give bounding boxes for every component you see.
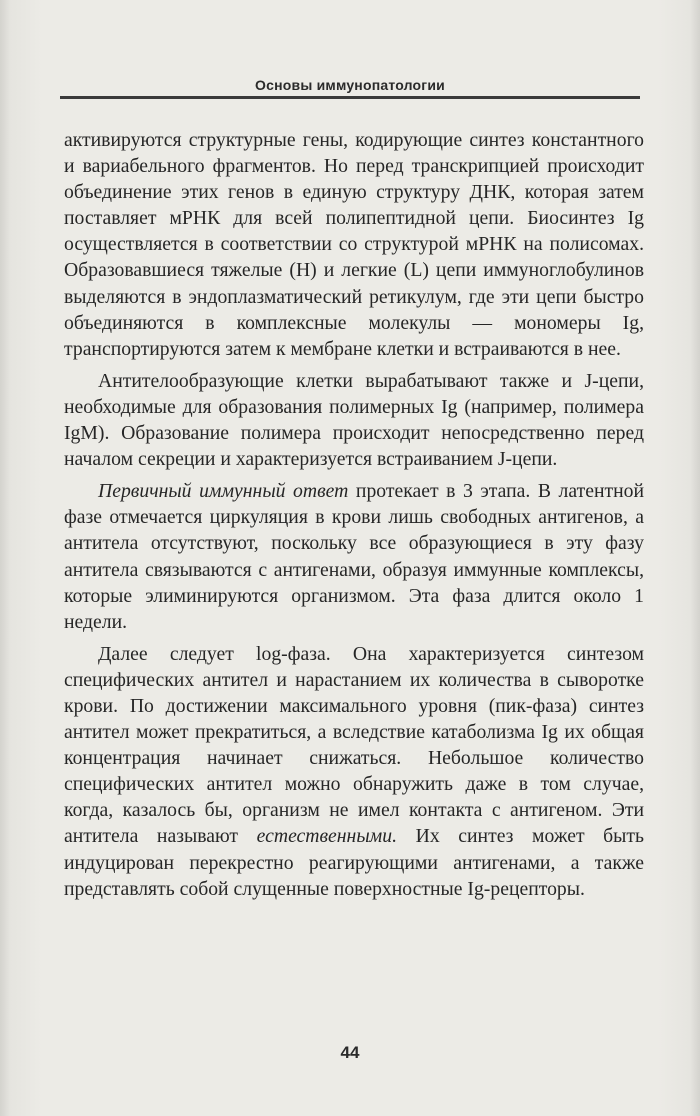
italic-term: естественными. (256, 825, 397, 848)
page-edge-shadow-left (0, 0, 10, 1116)
body-text (64, 127, 644, 908)
paragraph-text: протекает в 3 этапа. В латентной фазе отмечается циркуляция в крови лишь свободных антигенов, а антитела отсутствуют, поскольку все образующиеся в эту фазу антитела связываются с антигенами, образуя иммунные комплексы, которые элиминируются организмом. Эта фаза длится около 1 недели. (64, 480, 644, 633)
paragraph (64, 127, 644, 362)
header-rule (60, 96, 640, 99)
running-head (60, 72, 640, 99)
paragraph-text: Антителообразующие клетки вырабатывают также и J-цепи, необходимые для образования полимерных Ig (например, полимера IgM). Образование полимера происходит непосредственно перед началом секреции и характеризуется встраиванием J-цепи. (64, 369, 644, 471)
running-title: Основы иммунопатологии (255, 77, 445, 93)
paragraph-text: активируются структурные гены, кодирующие синтез константного и вариабельного фрагментов. Но перед транскрипцией происходит объединение этих генов в единую структуру ДНК, которая затем поставляет мРНК для всей полипептидной цепи. Биосинтез Ig осуществляется в соответствии со структурой мРНК на полисомах. Образовавшиеся тяжелые (Н) и легкие (L) цепи иммуноглобулинов выделяются в эндоплазматический ретикулум, где эти цепи быстро объединяются в комплексные молекулы — мономеры Ig, транспортируются затем к мембране клетки и встраиваются в нее. (64, 129, 644, 360)
page-edge-shadow-right (690, 0, 700, 1116)
italic-term: Первичный иммунный ответ (98, 480, 349, 503)
paragraph (64, 368, 644, 472)
page-number: 44 (340, 1043, 360, 1062)
paragraph-text: Далее следует log-фаза. Она характеризуется синтезом специфических антител и нарастанием их количества в сыворотке крови. По достижении максимального уровня (пик-фаза) синтез антител может прекратиться, а вследствие катаболизма Ig их общая концентрация начинает снижаться. Небольшое количество специфических антител можно обнаружить даже в том случае, когда, казалось бы, организм не имел контакта с антигеном. Эти антитела называют (64, 642, 644, 848)
paragraph (64, 478, 644, 635)
paragraph (64, 641, 644, 902)
paragraph-text: Их синтез может быть индуцирован перекрестно реагирующими антигенами, а также представлять собой слущенные поверхностные Ig-рецепторы. (64, 825, 644, 900)
